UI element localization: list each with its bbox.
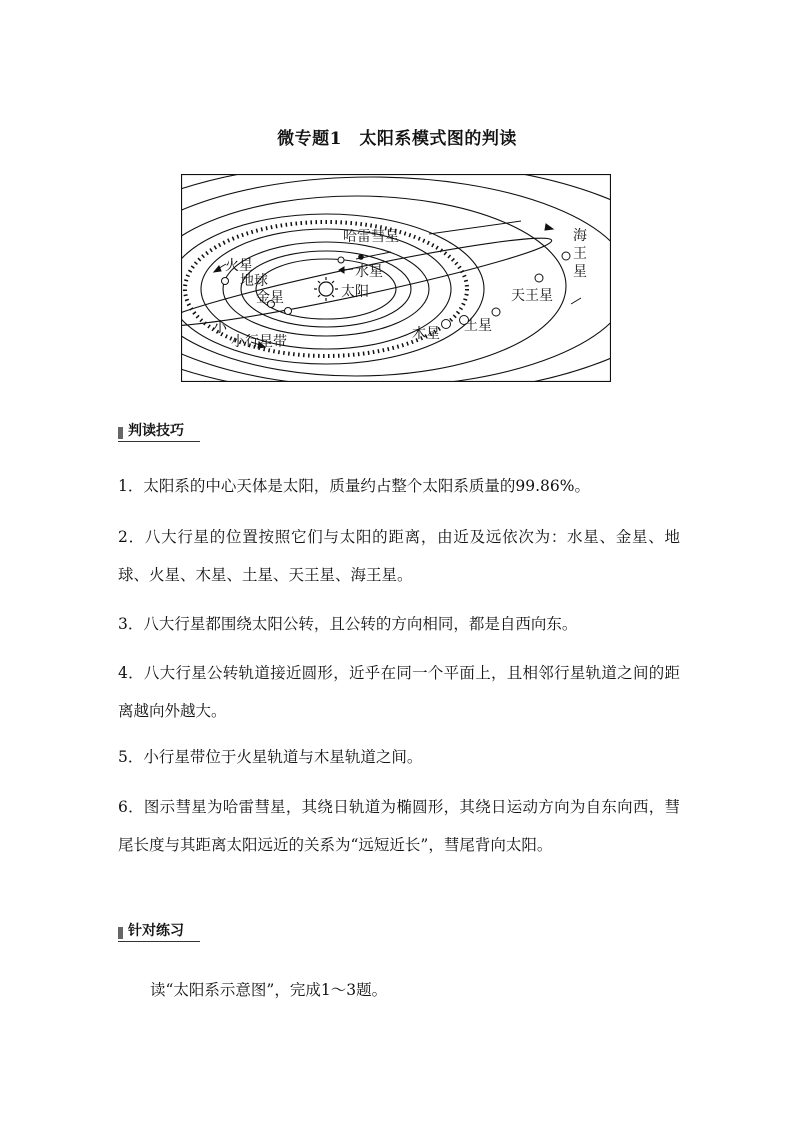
paragraph-3: 3．八大行星都围绕太阳公转，且公转的方向相同，都是自西向东。 — [118, 615, 578, 633]
paragraph-1: 1．太阳系的中心天体是太阳，质量约占整个太阳系质量的99.86%。 — [118, 477, 590, 495]
label-asteroid-belt-part: 小 — [213, 320, 227, 336]
label-neptune-1: 海 — [573, 228, 587, 244]
paragraph-2: 2．八大行星的位置按照它们与太阳的距离，由近及远依次为：水星、金星、地球、火星、木星、土星、天王星、海王星。 — [118, 528, 680, 584]
mars-planet — [222, 278, 229, 285]
uranus-planet — [492, 308, 500, 316]
label-neptune-3: 星 — [573, 264, 587, 280]
label-uranus: 天王星 — [511, 288, 553, 304]
label-neptune-2: 王 — [573, 246, 587, 262]
label-sun: 太阳 — [341, 284, 369, 300]
label-earth: 地球 — [240, 273, 268, 289]
label-mercury: 水星 — [355, 264, 383, 280]
label-saturn: 土星 — [464, 318, 492, 334]
paragraph-6: 6．图示彗星为哈雷彗星，其绕日轨道为椭圆形，其绕日运动方向为自东向西，彗尾长度与其距离太阳远近的关系为“远短近长”，彗尾背向太阳。 — [118, 798, 680, 854]
question-lead: 读“太阳系示意图”，完成1～3题。 — [150, 981, 388, 999]
section-label: 判读技巧 — [128, 423, 184, 439]
page-title: 微专题1 太阳系模式图的判读 — [277, 129, 517, 149]
section-marker-icon — [118, 927, 123, 939]
label-halley: 哈雷彗星 — [343, 229, 399, 245]
section-marker-icon — [118, 427, 123, 439]
section-header-practice — [118, 923, 200, 942]
paragraph-4: 4．八大行星公转轨道接近圆形，近乎在同一个平面上，且相邻行星轨道之间的距离越向外越大。 — [118, 664, 680, 720]
uranus-planet-2 — [535, 274, 543, 282]
label-mars: 火星 — [225, 258, 253, 274]
label-jupiter: 木星 — [412, 326, 440, 342]
section-label: 针对练习 — [128, 923, 184, 939]
halley-comet-head — [358, 254, 364, 260]
label-asteroid-belt: 小行星带 — [231, 334, 287, 350]
solar-system-svg — [181, 174, 611, 382]
neptune-planet — [562, 252, 570, 260]
section-header-skills — [118, 423, 200, 442]
mercury-planet — [338, 257, 344, 263]
jupiter-planet — [442, 320, 451, 329]
paragraph-5: 5．小行星带位于火星轨道与木星轨道之间。 — [118, 748, 423, 766]
label-venus: 金星 — [256, 290, 284, 306]
solar-system-diagram — [181, 174, 611, 382]
earth-planet — [285, 308, 292, 315]
